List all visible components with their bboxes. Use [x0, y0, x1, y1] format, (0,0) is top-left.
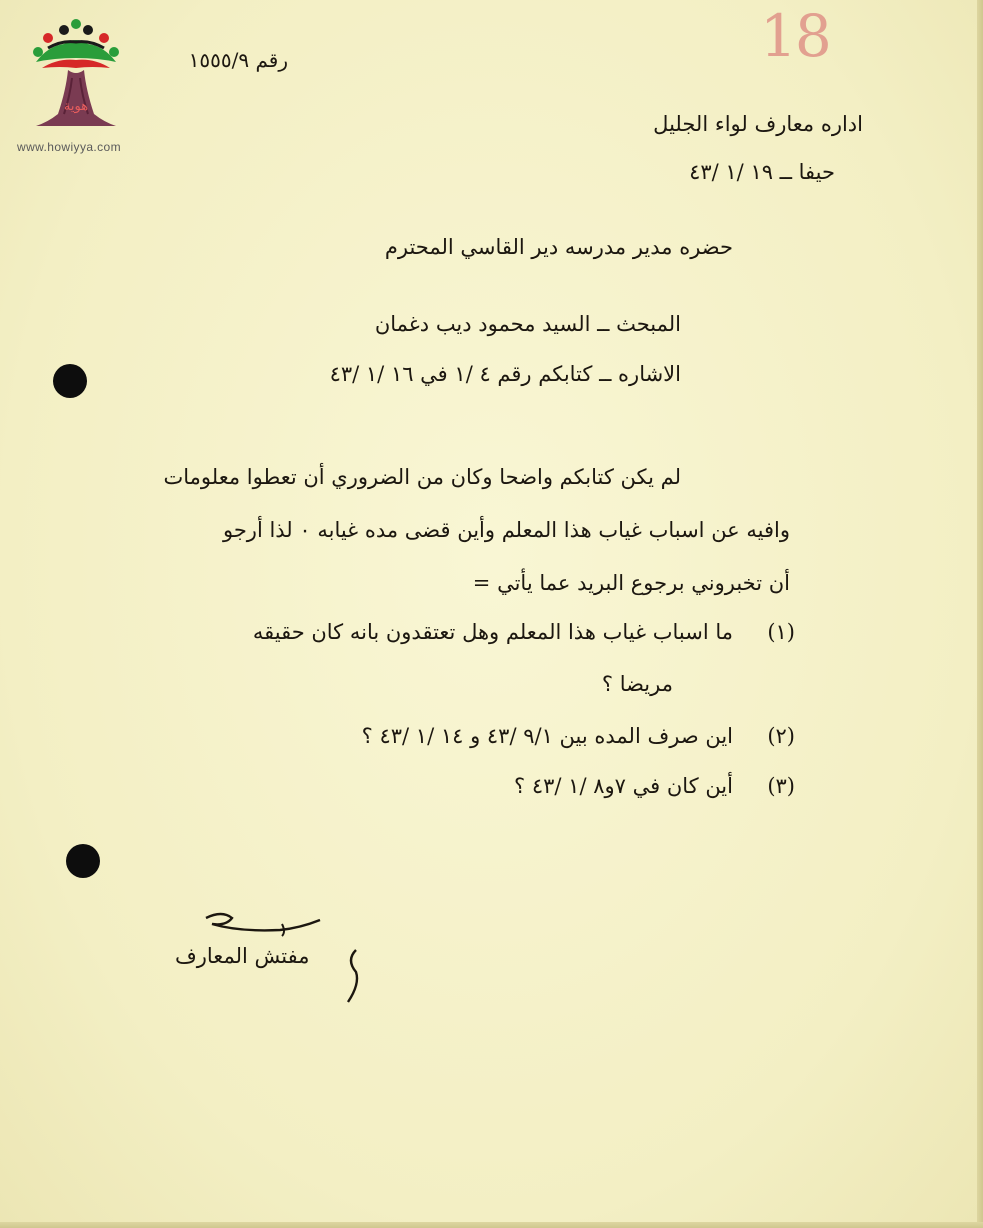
- body-line-1: لم يكن كتابكم واضحا وكان من الضروري أن تعطوا معلومات: [163, 465, 681, 489]
- document-reference-number: رقم ١٥٥٥/٩: [188, 48, 288, 72]
- addressee-line: حضره مدير مدرسه دير القاسي المحترم: [384, 235, 733, 259]
- question-3-number: (٣): [767, 774, 795, 798]
- question-1-number: (١): [767, 620, 795, 644]
- svg-text:هوية: هوية: [63, 99, 89, 114]
- paper-edge-right: [977, 0, 983, 1228]
- question-1-text-continued: مريضا ؟: [601, 672, 673, 696]
- issuing-office: اداره معارف لواء الجليل: [653, 112, 863, 136]
- signatory-title: مفتش المعارف: [175, 944, 310, 968]
- howiyya-tree-logo: [28, 18, 124, 138]
- place-and-date: حيفا ــ ١٩ /١ /٤٣: [689, 160, 835, 184]
- paper-edge-bottom: [0, 1222, 983, 1228]
- handwritten-page-number: 18: [760, 2, 830, 70]
- question-2-text: اين صرف المده بين ٩/١ /٤٣ و ١٤ /١ /٤٣ ؟: [361, 724, 733, 748]
- punch-hole-top: [53, 364, 87, 398]
- body-line-3: أن تخبروني برجوع البريد عما يأتي =: [472, 571, 790, 595]
- subject-line: المبحث ــ السيد محمود ديب دغمان: [374, 312, 681, 336]
- watermark-site-url: www.howiyya.com: [17, 140, 122, 154]
- body-line-2: وافيه عن اسباب غياب هذا المعلم وأين قضى مده غيابه ٠ لذا أرجو: [222, 518, 790, 542]
- punch-hole-bottom: [66, 844, 100, 878]
- question-3-text: أين كان في ٧و٨ /١ /٤٣ ؟: [514, 774, 733, 798]
- reference-line: الاشاره ــ كتابكم رقم ٤ /١ في ١٦ /١ /٤٣: [329, 362, 681, 386]
- question-2-number: (٢): [767, 724, 795, 748]
- question-1-text: ما اسباب غياب هذا المعلم وهل تعتقدون بانه كان حقيقه: [252, 620, 733, 644]
